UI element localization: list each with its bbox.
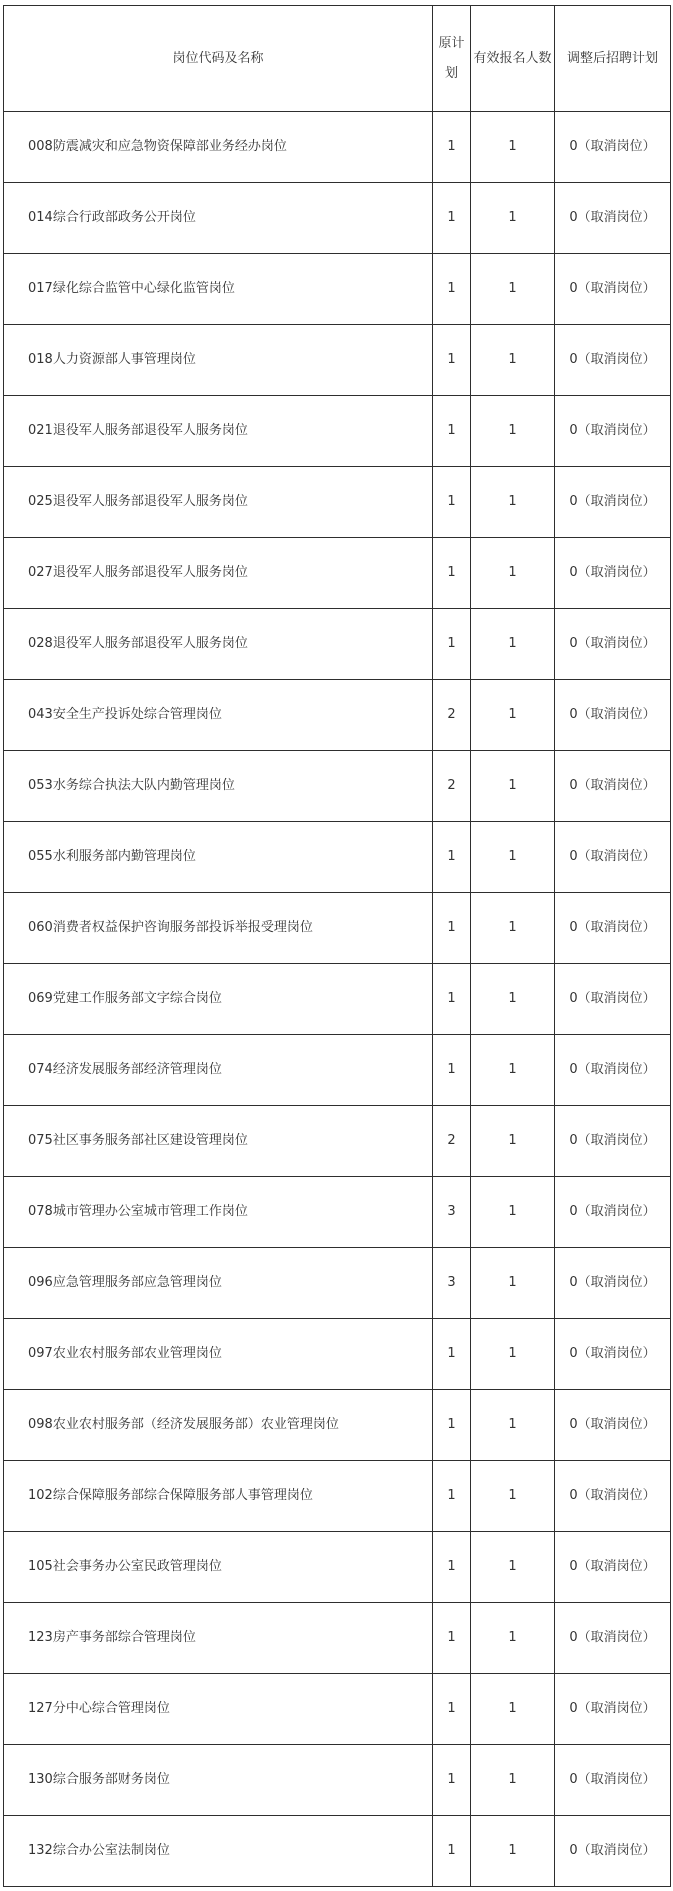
adjusted-plan-cell: 0（取消岗位）	[555, 1319, 671, 1390]
valid-applicants-cell: 1	[471, 396, 555, 467]
table-header-row	[4, 6, 671, 112]
table-row	[4, 1248, 671, 1319]
table-row	[4, 1532, 671, 1603]
valid-applicants-cell: 1	[471, 254, 555, 325]
table-row	[4, 396, 671, 467]
original-plan-cell: 1	[433, 325, 471, 396]
table-row	[4, 822, 671, 893]
valid-applicants-cell: 1	[471, 893, 555, 964]
adjusted-plan-cell: 0（取消岗位）	[555, 538, 671, 609]
position-name-cell: 043安全生产投诉处综合管理岗位	[4, 680, 433, 751]
adjusted-plan-cell: 0（取消岗位）	[555, 1035, 671, 1106]
original-plan-cell: 1	[433, 609, 471, 680]
position-name-cell: 123房产事务部综合管理岗位	[4, 1603, 433, 1674]
position-name-cell: 096应急管理服务部应急管理岗位	[4, 1248, 433, 1319]
position-name-cell: 053水务综合执法大队内勤管理岗位	[4, 751, 433, 822]
valid-applicants-cell: 1	[471, 1461, 555, 1532]
table-row	[4, 1035, 671, 1106]
valid-applicants-cell: 1	[471, 1745, 555, 1816]
position-name-cell: 097农业农村服务部农业管理岗位	[4, 1319, 433, 1390]
adjusted-plan-cell: 0（取消岗位）	[555, 467, 671, 538]
adjusted-plan-cell: 0（取消岗位）	[555, 893, 671, 964]
adjusted-plan-cell: 0（取消岗位）	[555, 1461, 671, 1532]
position-name-cell: 028退役军人服务部退役军人服务岗位	[4, 609, 433, 680]
header-adjusted-plan: 调整后招聘计划	[555, 6, 671, 112]
position-name-cell: 069党建工作服务部文字综合岗位	[4, 964, 433, 1035]
adjusted-plan-cell: 0（取消岗位）	[555, 1816, 671, 1887]
valid-applicants-cell: 1	[471, 1603, 555, 1674]
adjusted-plan-cell: 0（取消岗位）	[555, 822, 671, 893]
table-row	[4, 183, 671, 254]
table-row	[4, 1745, 671, 1816]
recruitment-adjustment-table-wrapper	[3, 5, 671, 1887]
table-row	[4, 1816, 671, 1887]
position-name-cell: 132综合办公室法制岗位	[4, 1816, 433, 1887]
adjusted-plan-cell: 0（取消岗位）	[555, 1106, 671, 1177]
valid-applicants-cell: 1	[471, 1532, 555, 1603]
original-plan-cell: 3	[433, 1248, 471, 1319]
position-name-cell: 027退役军人服务部退役军人服务岗位	[4, 538, 433, 609]
valid-applicants-cell: 1	[471, 1106, 555, 1177]
adjusted-plan-cell: 0（取消岗位）	[555, 1390, 671, 1461]
valid-applicants-cell: 1	[471, 751, 555, 822]
original-plan-cell: 1	[433, 1390, 471, 1461]
position-name-cell: 075社区事务服务部社区建设管理岗位	[4, 1106, 433, 1177]
original-plan-cell: 2	[433, 751, 471, 822]
valid-applicants-cell: 1	[471, 1035, 555, 1106]
original-plan-cell: 2	[433, 1106, 471, 1177]
table-row	[4, 1461, 671, 1532]
table-row	[4, 1106, 671, 1177]
table-row	[4, 1319, 671, 1390]
valid-applicants-cell: 1	[471, 183, 555, 254]
position-name-cell: 018人力资源部人事管理岗位	[4, 325, 433, 396]
position-name-cell: 102综合保障服务部综合保障服务部人事管理岗位	[4, 1461, 433, 1532]
adjusted-plan-cell: 0（取消岗位）	[555, 609, 671, 680]
original-plan-cell: 1	[433, 1745, 471, 1816]
original-plan-cell: 1	[433, 1603, 471, 1674]
original-plan-cell: 1	[433, 1816, 471, 1887]
original-plan-cell: 1	[433, 1035, 471, 1106]
table-row	[4, 538, 671, 609]
adjusted-plan-cell: 0（取消岗位）	[555, 1248, 671, 1319]
valid-applicants-cell: 1	[471, 112, 555, 183]
valid-applicants-cell: 1	[471, 1390, 555, 1461]
table-row	[4, 1177, 671, 1248]
adjusted-plan-cell: 0（取消岗位）	[555, 1745, 671, 1816]
position-name-cell: 074经济发展服务部经济管理岗位	[4, 1035, 433, 1106]
adjusted-plan-cell: 0（取消岗位）	[555, 680, 671, 751]
original-plan-cell: 1	[433, 1319, 471, 1390]
position-name-cell: 127分中心综合管理岗位	[4, 1674, 433, 1745]
table-row	[4, 112, 671, 183]
position-name-cell: 025退役军人服务部退役军人服务岗位	[4, 467, 433, 538]
original-plan-cell: 1	[433, 1461, 471, 1532]
recruitment-adjustment-table	[3, 5, 671, 1887]
original-plan-cell: 1	[433, 1532, 471, 1603]
adjusted-plan-cell: 0（取消岗位）	[555, 751, 671, 822]
original-plan-cell: 1	[433, 964, 471, 1035]
valid-applicants-cell: 1	[471, 822, 555, 893]
valid-applicants-cell: 1	[471, 538, 555, 609]
position-name-cell: 008防震减灾和应急物资保障部业务经办岗位	[4, 112, 433, 183]
original-plan-cell: 1	[433, 822, 471, 893]
adjusted-plan-cell: 0（取消岗位）	[555, 1532, 671, 1603]
valid-applicants-cell: 1	[471, 1248, 555, 1319]
original-plan-cell: 2	[433, 680, 471, 751]
table-row	[4, 467, 671, 538]
position-name-cell: 130综合服务部财务岗位	[4, 1745, 433, 1816]
valid-applicants-cell: 1	[471, 1816, 555, 1887]
position-name-cell: 021退役军人服务部退役军人服务岗位	[4, 396, 433, 467]
original-plan-cell: 1	[433, 112, 471, 183]
valid-applicants-cell: 1	[471, 1319, 555, 1390]
adjusted-plan-cell: 0（取消岗位）	[555, 964, 671, 1035]
adjusted-plan-cell: 0（取消岗位）	[555, 325, 671, 396]
original-plan-cell: 1	[433, 467, 471, 538]
adjusted-plan-cell: 0（取消岗位）	[555, 1177, 671, 1248]
table-row	[4, 325, 671, 396]
table-row	[4, 893, 671, 964]
valid-applicants-cell: 1	[471, 1177, 555, 1248]
original-plan-cell: 1	[433, 254, 471, 325]
position-name-cell: 017绿化综合监管中心绿化监管岗位	[4, 254, 433, 325]
table-row	[4, 1674, 671, 1745]
valid-applicants-cell: 1	[471, 1674, 555, 1745]
position-name-cell: 078城市管理办公室城市管理工作岗位	[4, 1177, 433, 1248]
original-plan-cell: 3	[433, 1177, 471, 1248]
valid-applicants-cell: 1	[471, 680, 555, 751]
table-row	[4, 964, 671, 1035]
header-position-name: 岗位代码及名称	[4, 6, 433, 112]
valid-applicants-cell: 1	[471, 467, 555, 538]
table-row	[4, 1603, 671, 1674]
position-name-cell: 060消费者权益保护咨询服务部投诉举报受理岗位	[4, 893, 433, 964]
table-row	[4, 1390, 671, 1461]
adjusted-plan-cell: 0（取消岗位）	[555, 1603, 671, 1674]
adjusted-plan-cell: 0（取消岗位）	[555, 254, 671, 325]
original-plan-cell: 1	[433, 183, 471, 254]
table-body	[4, 112, 671, 1887]
adjusted-plan-cell: 0（取消岗位）	[555, 112, 671, 183]
table-row	[4, 254, 671, 325]
position-name-cell: 055水利服务部内勤管理岗位	[4, 822, 433, 893]
original-plan-cell: 1	[433, 538, 471, 609]
header-original-plan: 原计划	[433, 6, 471, 112]
original-plan-cell: 1	[433, 396, 471, 467]
position-name-cell: 105社会事务办公室民政管理岗位	[4, 1532, 433, 1603]
position-name-cell: 098农业农村服务部（经济发展服务部）农业管理岗位	[4, 1390, 433, 1461]
original-plan-cell: 1	[433, 893, 471, 964]
table-row	[4, 680, 671, 751]
adjusted-plan-cell: 0（取消岗位）	[555, 183, 671, 254]
original-plan-cell: 1	[433, 1674, 471, 1745]
valid-applicants-cell: 1	[471, 964, 555, 1035]
table-row	[4, 609, 671, 680]
header-valid-applicants: 有效报名人数	[471, 6, 555, 112]
valid-applicants-cell: 1	[471, 609, 555, 680]
position-name-cell: 014综合行政部政务公开岗位	[4, 183, 433, 254]
adjusted-plan-cell: 0（取消岗位）	[555, 396, 671, 467]
table-row	[4, 751, 671, 822]
valid-applicants-cell: 1	[471, 325, 555, 396]
adjusted-plan-cell: 0（取消岗位）	[555, 1674, 671, 1745]
